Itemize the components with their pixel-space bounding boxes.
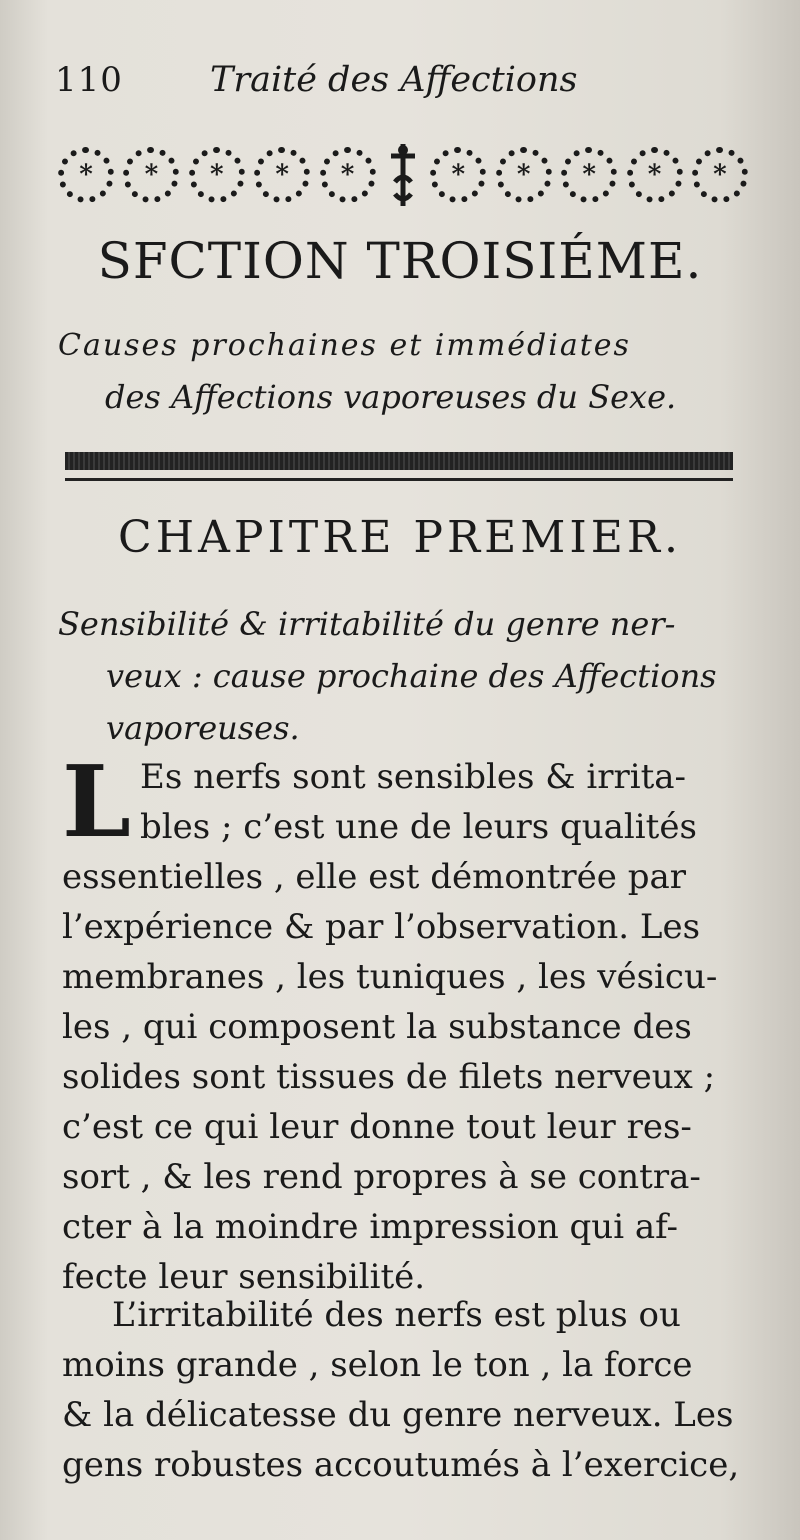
wreath-ornament-icon: * <box>496 147 552 203</box>
section-subtitle-line1: Causes prochaines et immédiates <box>58 328 631 363</box>
wreath-ornament-icon: * <box>123 147 179 203</box>
text-line: Es nerfs sont sensibles & irrita- <box>140 757 687 797</box>
drop-cap: L <box>62 745 131 860</box>
paragraph-1 <box>62 745 752 1302</box>
decorative-rule-thick <box>65 452 733 470</box>
decorative-rule-thin <box>65 478 733 481</box>
text-line: gens robustes accoutumés à l’exercice, <box>62 1445 740 1485</box>
text-line: fecte leur sensibilité. <box>62 1257 426 1297</box>
text-line: l’expérience & par l’observation. Les <box>62 907 701 947</box>
wreath-ornament-icon: * <box>627 147 683 203</box>
text-line: essentielles , elle est démontrée par <box>62 857 687 897</box>
running-title: Traité des Affections <box>210 60 578 100</box>
text-line: cter à la moindre impression qui af- <box>62 1207 679 1247</box>
wreath-ornament-icon: * <box>692 147 748 203</box>
section-subtitle-line2: des Affections vaporeuses du Sexe. <box>105 378 677 416</box>
text-line: solides sont tissues de filets nerveux ; <box>62 1057 716 1097</box>
chapter-title-line: veux : cause prochaine des Affections <box>106 657 717 695</box>
wreath-ornament-icon: * <box>189 147 245 203</box>
page-number: 110 <box>55 60 123 100</box>
text-line: bles ; c’est une de leurs qualités <box>140 807 697 847</box>
text-line: membranes , les tuniques , les vésicu- <box>62 957 718 997</box>
wreath-ornament-icon: * <box>58 147 114 203</box>
chapter-title <box>58 598 758 754</box>
text-line: & la délicatesse du genre nerveux. Les <box>62 1395 734 1435</box>
cross-ornament-icon <box>385 142 421 208</box>
chapter-title-line: vaporeuses. <box>106 709 300 747</box>
text-line: moins grande , selon le ton , la force <box>62 1345 693 1385</box>
text-line: les , qui composent la substance des <box>62 1007 692 1047</box>
decorative-ornament-row <box>58 140 748 210</box>
wreath-ornament-icon: * <box>320 147 376 203</box>
chapter-heading: CHAPITRE PREMIER. <box>118 512 682 563</box>
paragraph-2 <box>62 1290 752 1490</box>
text-line: sort , & les rend propres à se contra- <box>62 1157 701 1197</box>
text-line: L’irritabilité des nerfs est plus ou <box>112 1295 681 1335</box>
section-heading: SFCTION TROISIÉME. <box>97 232 703 290</box>
page-header <box>55 60 755 110</box>
wreath-ornament-icon: * <box>430 147 486 203</box>
chapter-title-line: Sensibilité & irritabilité du genre ner- <box>58 605 676 643</box>
wreath-ornament-icon: * <box>561 147 617 203</box>
wreath-ornament-icon: * <box>254 147 310 203</box>
text-line: c’est ce qui leur donne tout leur res- <box>62 1107 692 1147</box>
